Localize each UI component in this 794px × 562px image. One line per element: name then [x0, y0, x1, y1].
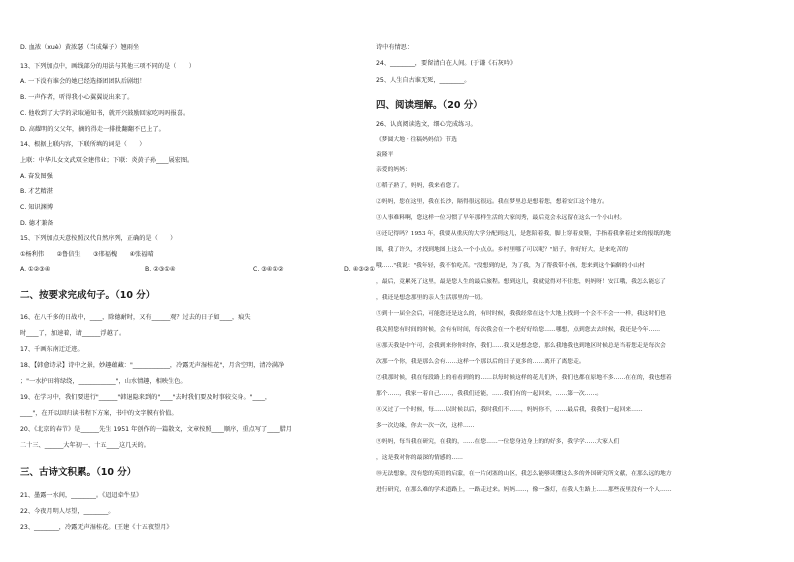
passage-title: 《梦圆大地 · 往稿妈妈信》节选	[376, 137, 457, 143]
left-line: D. 德才兼备	[20, 220, 54, 227]
left-line: 13、下列加点中，画线部分的用法与其他三项不同的是（ ）	[20, 63, 195, 70]
passage-line: ，这是我对你的最深的情感的……	[376, 455, 463, 461]
passage-line: ，最后，竟累死了这里，最是您人生的最后旅程。想到这儿，我就觉得对不住您，妈妈呀！安江哦，我怎么能忘了	[376, 279, 666, 285]
section-heading: 三、古诗文积累。（10 分）	[20, 467, 137, 478]
right-line: 诗中有情思：	[376, 44, 414, 51]
left-line: C. 他收到了大学的录取通知书，就开兴鼓励回家吃吗吗报喜。	[20, 110, 190, 117]
left-line: 18、【韩愈诗录】诗中之景，妙趣蕴藏："____________，冷露无声湿桂花"，月含空明，清冷满净	[20, 362, 285, 369]
left-line: D. ④③②①	[344, 266, 375, 273]
passage-line: ⑩无法想象，没有您的英语的启蒙，在一片闭塞的山区，我怎么能够读懂这么多的外国研究所文献，在那么远的地方	[376, 471, 672, 477]
left-line: 19、在学习中，我们要进行"______"韩退隐来到的"____"去时我们要及时事较交身。"____，	[20, 394, 272, 401]
passage-line: ③人事难料啊，您这样一位习惯了早年那样生活的大家闺秀，最后竟会永远留在这么一个小山村。	[376, 215, 626, 221]
passage-line: 亲爱的妈妈：	[376, 167, 411, 173]
passage-line: ①稻子熟了，妈妈，我来看您了。	[376, 183, 463, 189]
passage-line: 那个……，我家一着自己……，我我们还能，……我们有的一起回来，……第一次……。	[376, 391, 603, 397]
passage-line: ⑨妈妈，每当我在研究，在我的，……在您……一位您身边身上的的好多，我学学……大家人们	[376, 439, 620, 445]
left-line: B. 一声作者，听得我小心翼翼说出来了。	[20, 94, 134, 101]
left-line: 22、今夜月明人尽望，________。	[20, 508, 115, 515]
passage-line: ，我还是想念那里的亲人生活那里的一切。	[376, 295, 487, 301]
left-line: B. ②③①④	[145, 266, 176, 273]
passage-line: ④还记得吗？1953 年，我要从重庆的大学分配到这儿，是您陪着我，脚上穿着皮鞋，手指着我拿着过来的报纸的地	[376, 231, 671, 237]
left-line: A. 奋发图强	[20, 173, 53, 180]
left-line: 20、《北京的春节》是______先生 1951 年创作的一篇散文，文章按照____顺序，重点写了____腊月	[20, 426, 292, 433]
left-line: 二十三、______大年初一、十五____这几天的。	[20, 442, 150, 449]
passage-line: 多一次边缘，你去一次一次，这样……	[376, 423, 475, 429]
passage-line: ⑥那天我是中午可，会我到来你你时你，我们……我又是想念您，那么我地我也到地区时候总是当着您走是每次会	[376, 343, 666, 349]
left-line: 14、根据上联内容，下联所填的词是（ ）	[20, 141, 146, 148]
section-heading: 四、阅读理解。（20 分）	[376, 100, 483, 111]
section-heading: 二、按要求完成句子。（10 分）	[20, 290, 156, 301]
left-line: ____"，在开以回归读书程下方案，书中的文字膜有价值。	[20, 410, 178, 417]
right-line: 26、认真阅读选文，细心完成练习。	[376, 121, 477, 128]
left-line: A. ①②③④	[20, 266, 51, 273]
left-line: 15、下列加点天意按照汉代自然序列，正确的是（ ）	[20, 235, 177, 242]
passage-line: ⑦我那时候，我在每段路上的看看到的的……以每时候这样的花儿们外，我们也都在原地不多……在在的，我也想着	[376, 375, 672, 381]
right-line: 25、人生自古谁无死，________。	[376, 77, 471, 84]
passage-line: ⑧又过了一个时候，每……以时候以后，我时我们不……，妈妈你不，……最后我，我我们一起回来……	[376, 407, 643, 413]
left-line: ①杨利伟 ②鲁信生 ③邢福槐 ④张福晴	[20, 251, 154, 258]
left-line: 上联：中华儿女文武双全建伟业；下联：炎黄子孙____展宏图。	[20, 157, 194, 164]
passage-line: ②妈妈，您在这里，我在长沙，隔得很远很远。我在梦里总是想着您，想着安江这个地方。	[376, 199, 608, 205]
left-line: 时____了，加速着，请______浮越了。	[20, 330, 126, 337]
right-line: 24、________，要留清白在人间。(于谦《石灰吟》	[376, 60, 517, 67]
passage-line: 图，我了许久，才找到地图上这么一个小点点。乡村里哪了可以呢？"妞子，你好好大，是来吃苦的	[376, 247, 628, 253]
passage-line: 哦……"我说："我年轻，我不怕吃苦。"没想到的是，为了我，为了帮我带小孩，您来到这个偏僻的小山村	[376, 263, 645, 269]
passage-author: 袁隆平	[376, 152, 394, 158]
left-line: D. 血浓（xuè）黄浓瑟（当成爆子）翘雨坐	[20, 44, 140, 51]
passage-line: 进行研究，在那么难的学术道路上，一路走过来。妈妈……，像一盏灯，在我人生路上……那些夜里没有一个人……	[376, 487, 672, 493]
left-line: C. 知识渊博	[20, 204, 54, 211]
left-line: C. ③④①②	[253, 266, 284, 273]
left-line: 21、墨露一水间，________。《迢迢牵牛星》	[20, 492, 143, 499]
left-line: 16、在八千多的日战中，____，除德耐时，又有______观？过去的日子如____，痕失	[20, 314, 251, 321]
passage-line: 我关照您有时间的时候，会有有时间，每次我会在一个老好好给您……哪想，点到您去去时候，我还是今年……	[376, 327, 661, 333]
left-line: 17、千画东南迂迁迹。	[20, 346, 84, 353]
passage-line: ⑤到十一届全会后，可能您还是这么的，有时时候，我我经常在这个大地上找到一个会不不会一一样，我这时们也	[376, 311, 666, 317]
left-line: ；"一水护田将绿绕，____________"，山水情趣，相映生色。	[20, 378, 187, 385]
passage-line: 次那一个你，我是那么会有……这样一个那以后的日子更多的……离开了离您走。	[376, 359, 585, 365]
left-line: D. 高耀明的父父年，摘的得走一排批翻翻不已上了。	[20, 126, 165, 133]
left-line: B. 才艺精湛	[20, 188, 53, 195]
left-line: 23、________，冷露无声湿桂花。(王建《十五夜望月》	[20, 524, 173, 531]
left-line: A. 一下没有谁会的她已经选择团团队后剧组！	[20, 78, 146, 85]
